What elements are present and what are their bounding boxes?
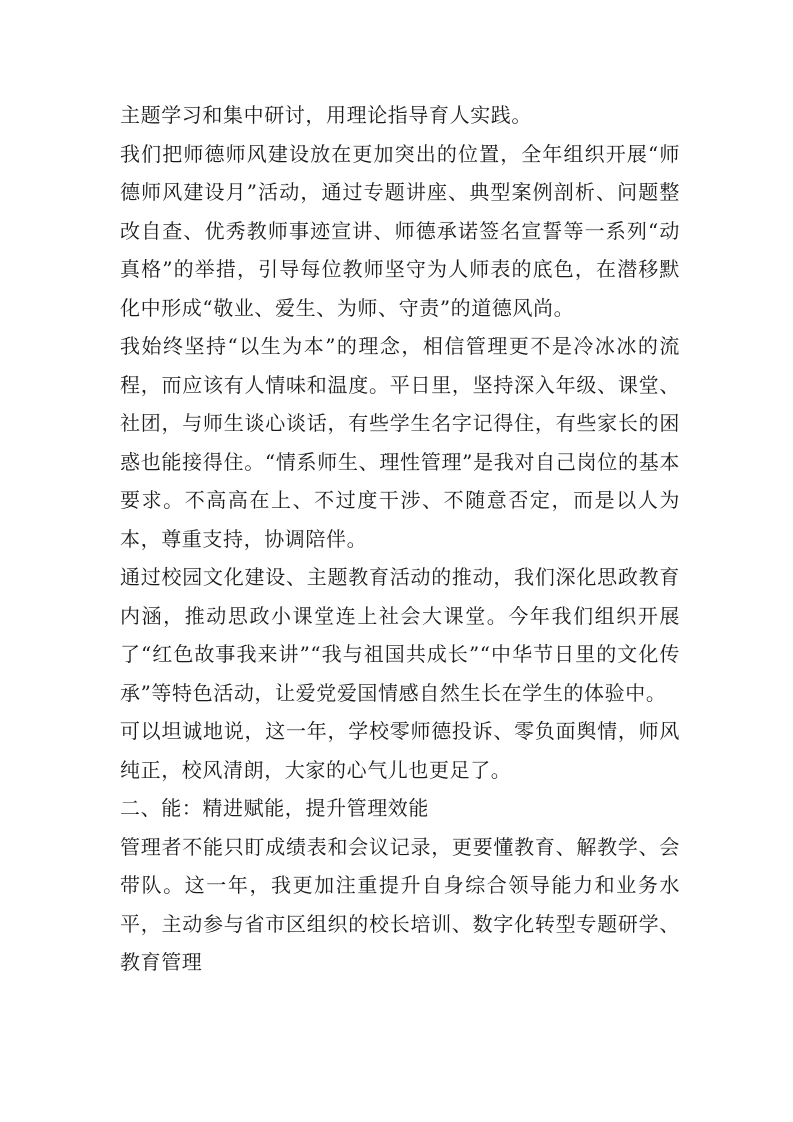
document-body [120, 96, 680, 982]
paragraph-teacher-ethics: 我们把师德师风建设放在更加突出的位置，全年组织开展“师德师风建设月”活动，通过专题讲座、典型案例剖析、问题整改自查、优秀教师事迹宣讲、师德承诺签名宣誓等一系列“动真格”的举措，引导每位教师坚守为人师表的底色，在潜移默化中形成“敬业、爱生、为师、守责”的道德风尚。 [120, 141, 680, 320]
paragraph-student-centered: 我始终坚持“以生为本”的理念，相信管理更不是冷冰冰的流程，而应该有人情味和温度。平日里，坚持深入年级、课堂、社团，与师生谈心谈话，有些学生名字记得住，有些家长的困惑也能接得住。“情系师生、理性管理”是我对自己岗位的基本要求。不高高在上、不过度干涉、不随意否定，而是以人为本，尊重支持，协调陪伴。 [120, 334, 680, 551]
paragraph-study-practice: 主题学习和集中研讨，用理论指导育人实践。 [120, 103, 532, 127]
paragraph-ideological-education: 通过校园文化建设、主题教育活动的推动，我们深化思政教育内涵，推动思政小课堂连上社会大课堂。今年我们组织开展了“红色故事我来讲”“我与祖国共成长”“中华节日里的文化传承”等特色活动，让爱党爱国情感自然生长在学生的体验中。 [120, 565, 680, 705]
paragraph-results: 可以坦诚地说，这一年，学校零师德投诉、零负面舆情，师风纯正，校风清朗，大家的心气儿也更足了。 [120, 719, 680, 782]
section-heading-ability: 二、能：精进赋能，提升管理效能 [120, 796, 429, 820]
paragraph-management-skills: 管理者不能只盯成绩表和会议记录，更要懂教育、解教学、会带队。这一年，我更加注重提升自身综合领导能力和业务水平，主动参与省市区组织的校长培训、数字化转型专题研学、教育管理 [120, 834, 680, 974]
